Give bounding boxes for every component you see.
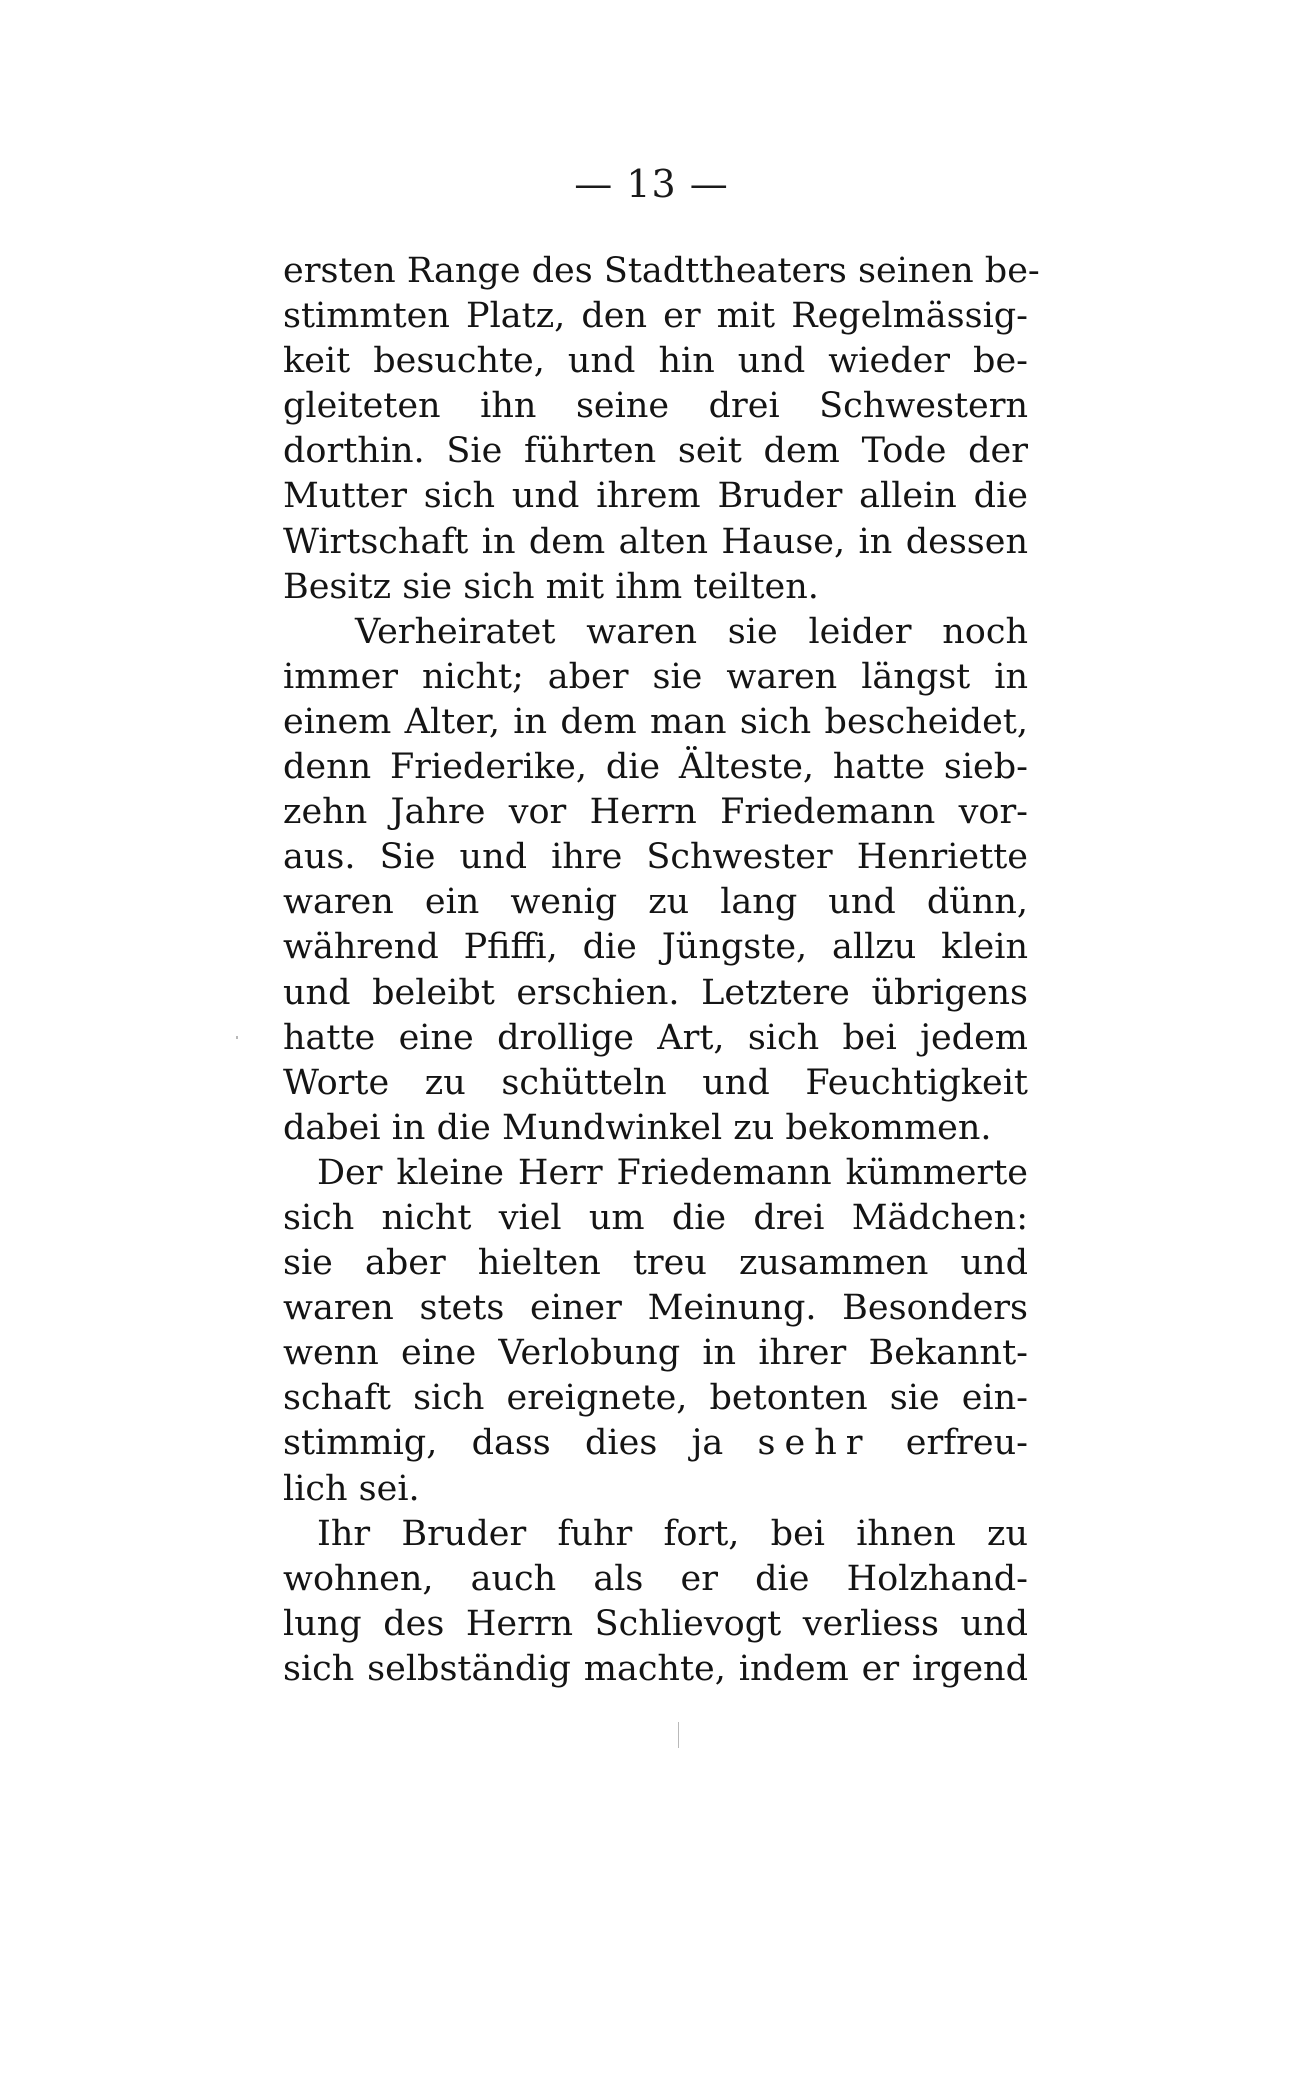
text-line: während Pfiffi, die Jüngste, allzu klein <box>283 927 1028 968</box>
text-line: stimmten Platz, den er mit Regelmässig- <box>283 296 1028 337</box>
text-line-with-emphasis <box>283 1421 1028 1466</box>
text-fragment: erfreu- <box>905 1423 1028 1464</box>
text-line: schaft sich ereignete, betonten sie ein- <box>283 1378 1028 1419</box>
text-line: aus. Sie und ihre Schwester Henriette <box>283 837 1028 878</box>
text-line: Ihr Bruder fuhr fort, bei ihnen zu <box>317 1513 1028 1554</box>
text-line: waren stets einer Meinung. Besonders <box>283 1288 1028 1329</box>
text-line: Besitz sie sich mit ihm teilten. <box>283 566 819 607</box>
text-line: dorthin. Sie führten seit dem Tode der <box>283 431 1028 472</box>
text-line: dabei in die Mundwinkel zu bekommen. <box>283 1107 992 1148</box>
text-fragment: stimmig, dass dies ja <box>283 1423 724 1464</box>
text-line: wenn eine Verlobung in ihrer Bekannt- <box>283 1333 1028 1374</box>
text-line: Verheiratet waren sie leider noch <box>355 611 1028 652</box>
scan-speck <box>678 1722 679 1748</box>
paragraph-2 <box>283 610 1028 1151</box>
text-line: Wirtschaft in dem alten Hause, in dessen <box>283 521 1028 562</box>
paragraph-1 <box>283 249 1040 610</box>
body-text <box>283 249 1040 1692</box>
text-line: sich nicht viel um die drei Mädchen: <box>283 1197 1028 1238</box>
text-line: waren ein wenig zu lang und dünn, <box>283 882 1028 923</box>
text-line: gleiteten ihn seine drei Schwestern <box>283 386 1028 427</box>
text-line: einem Alter, in dem man sich bescheidet, <box>283 701 1028 742</box>
text-line: Der kleine Herr Friedemann kümmerte <box>317 1152 1028 1193</box>
paragraph-4 <box>283 1512 1028 1692</box>
emphasis-spaced: sehr <box>757 1423 872 1464</box>
text-line: hatte eine drollige Art, sich bei jedem <box>283 1017 1028 1058</box>
text-line: lung des Herrn Schlievogt verliess und <box>283 1603 1028 1644</box>
text-line: sich selbständig machte, indem er irgend <box>283 1648 1028 1689</box>
text-line: Worte zu schütteln und Feuchtigkeit <box>283 1062 1028 1103</box>
text-line: zehn Jahre vor Herrn Friedemann vor- <box>283 792 1028 833</box>
scan-speck <box>236 1036 238 1039</box>
text-line: sie aber hielten treu zusammen und <box>283 1243 1028 1284</box>
text-line: denn Friederike, die Älteste, hatte sieb- <box>283 747 1028 788</box>
text-line: wohnen, auch als er die Holzhand- <box>283 1558 1028 1599</box>
text-line: und beleibt erschien. Letztere übrigens <box>283 972 1028 1013</box>
text-line: Mutter sich und ihrem Bruder allein die <box>283 476 1028 517</box>
text-line: ersten Range des Stadttheaters seinen be- <box>283 251 1040 291</box>
page-number: — 13 — <box>574 162 729 206</box>
text-line: keit besuchte, und hin und wieder be- <box>283 341 1028 382</box>
text-line: lich sei. <box>283 1468 420 1509</box>
text-line: immer nicht; aber sie waren längst in <box>283 656 1028 697</box>
paragraph-3 <box>283 1151 1028 1512</box>
